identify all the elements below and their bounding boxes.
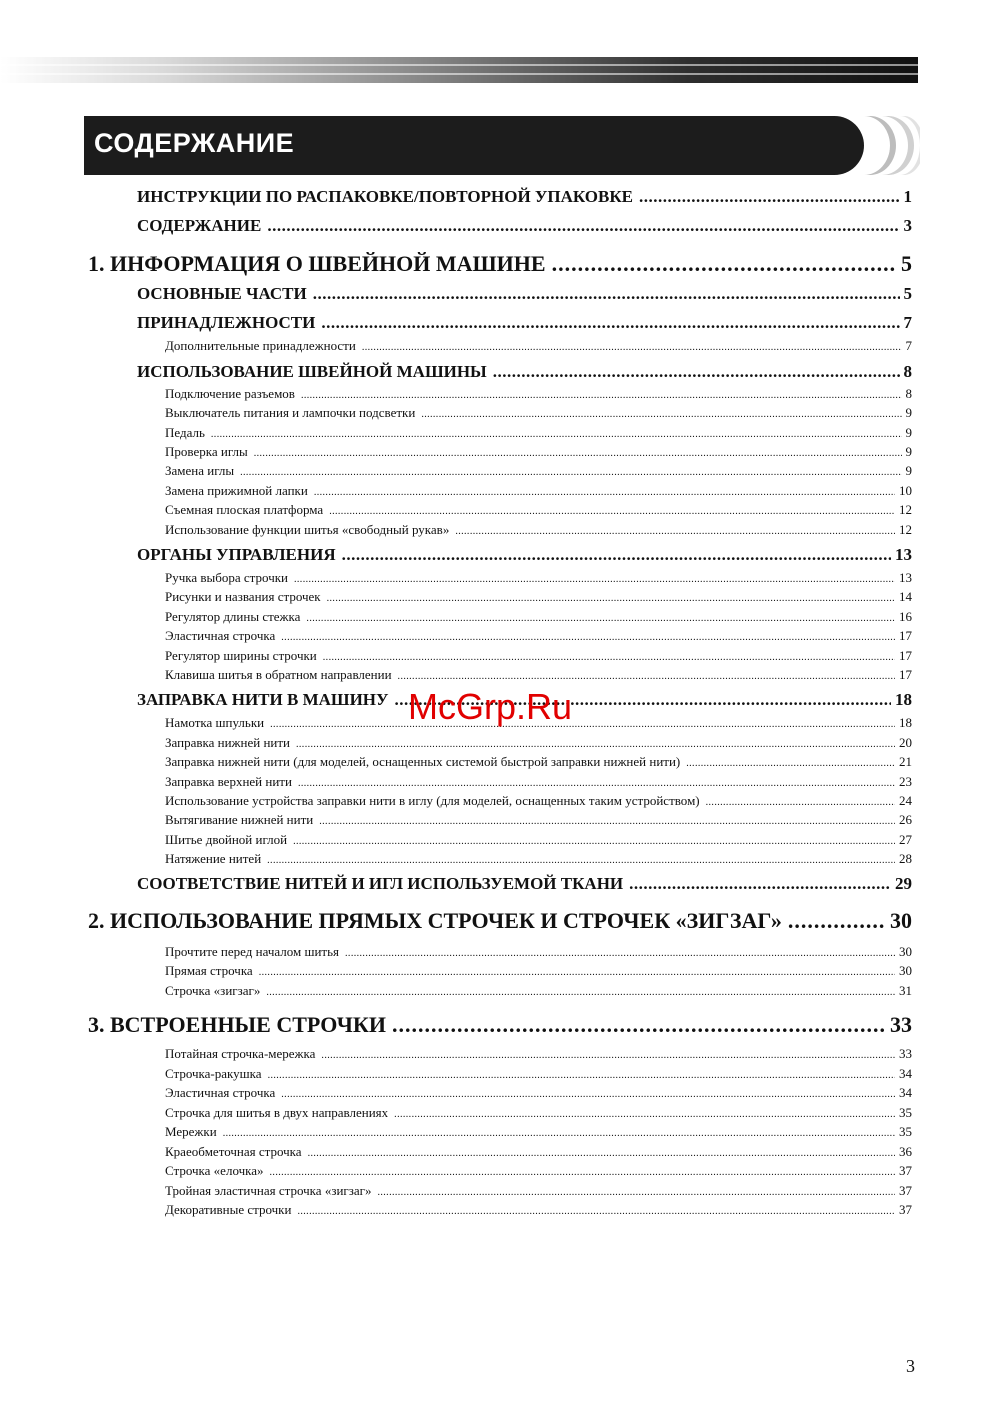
toc-entry-page: 27: [899, 832, 912, 847]
toc-entry-title: Регулятор длины стежка: [165, 609, 301, 624]
toc-leader-dots: [706, 797, 895, 808]
toc-leader-dots: [629, 874, 891, 894]
toc-entry-title: Шитье двойной иглой: [165, 832, 288, 847]
toc-entry-page: 30: [899, 963, 912, 978]
toc-leader-dots: [270, 719, 895, 730]
toc-entry-title: Использование устройства заправки нити в иглу (для моделей, оснащенных таким устройством): [165, 793, 700, 808]
toc-entry-page: 35: [899, 1124, 912, 1139]
toc-leader-dots: [345, 948, 895, 959]
toc-entry-page: 8: [903, 362, 912, 381]
toc-entry-page: 24: [899, 793, 912, 808]
toc-leader-dots: [270, 1167, 895, 1178]
title-decoration-icon: [864, 116, 920, 175]
header-gradient-bar: [0, 57, 918, 83]
toc-leader-dots: [268, 1070, 895, 1081]
toc-entry-page: 18: [899, 715, 912, 730]
toc-leader-dots: [392, 1012, 886, 1038]
toc-entry-title: Декоративные строчки: [165, 1202, 292, 1217]
toc-entry[interactable]: [165, 793, 912, 809]
toc-leader-dots: [342, 545, 891, 565]
toc-entry[interactable]: [165, 405, 912, 421]
toc-entry[interactable]: [165, 444, 912, 460]
toc-entry-title: Заправка верхней нити: [165, 774, 292, 789]
toc-entry[interactable]: [165, 338, 912, 354]
toc-leader-dots: [377, 1187, 895, 1198]
toc-entry-title: СОДЕРЖАНИЕ: [137, 216, 262, 235]
toc-entry-title: Прямая строчка: [165, 963, 253, 978]
toc-leader-dots: [639, 187, 899, 207]
toc-entry-title: Проверка иглы: [165, 444, 248, 459]
toc-entry[interactable]: [165, 851, 912, 867]
toc-entry-title: Намотка шпульки: [165, 715, 265, 730]
toc-leader-dots: [211, 429, 902, 440]
toc-entry[interactable]: [165, 609, 912, 625]
toc-entry[interactable]: [165, 1066, 912, 1082]
toc-entry-title: Натяжение нитей: [165, 851, 262, 866]
toc-entry-title: ЗАПРАВКА НИТИ В МАШИНУ: [137, 690, 389, 709]
toc-entry-page: 21: [899, 754, 912, 769]
toc-entry-title: ОРГАНЫ УПРАВЛЕНИЯ: [137, 545, 336, 564]
toc-entry-title: Эластичная строчка: [165, 1085, 276, 1100]
toc-entry-page: 13: [895, 545, 912, 564]
toc-entry[interactable]: [165, 774, 912, 790]
toc-entry-title: Эластичная строчка: [165, 628, 276, 643]
toc-entry-page: 9: [905, 405, 912, 420]
toc-entry-page: 29: [895, 874, 912, 893]
toc-entry-page: 13: [899, 570, 912, 585]
toc-entry[interactable]: [88, 251, 912, 277]
toc-entry-title: Замена прижимной лапки: [165, 483, 308, 498]
toc-entry-page: 8: [905, 386, 912, 401]
toc-entry-page: 37: [899, 1202, 912, 1217]
toc-entry[interactable]: [165, 1202, 912, 1218]
toc-entry-page: 7: [903, 313, 912, 332]
toc-entry[interactable]: [165, 502, 912, 518]
toc-leader-dots: [254, 448, 902, 459]
toc-leader-dots: [394, 1109, 895, 1120]
toc-entry-title: Краеобметочная строчка: [165, 1144, 302, 1159]
toc-entry[interactable]: [137, 362, 912, 382]
toc-entry[interactable]: [165, 1183, 912, 1199]
toc-leader-dots: [552, 251, 897, 277]
toc-entry-page: 18: [895, 690, 912, 709]
toc-leader-dots: [267, 216, 899, 236]
toc-entry[interactable]: [165, 463, 912, 479]
toc-leader-dots: [306, 613, 895, 624]
toc-leader-dots: [259, 967, 895, 978]
toc-entry[interactable]: [165, 628, 912, 644]
toc-entry[interactable]: [165, 754, 912, 770]
toc-entry-page: 33: [899, 1046, 912, 1061]
toc-entry-page: 7: [905, 338, 912, 353]
toc-entry-title: Съемная плоская платформа: [165, 502, 324, 517]
toc-entry[interactable]: [165, 386, 912, 402]
toc-leader-dots: [314, 487, 895, 498]
toc-entry[interactable]: [165, 648, 912, 664]
toc-entry-title: Потайная строчка-мережка: [165, 1046, 316, 1061]
toc-entry-title: Ручка выбора строчки: [165, 570, 288, 585]
toc-entry-page: 37: [899, 1183, 912, 1198]
toc-leader-dots: [296, 739, 895, 750]
toc-entry-title: ОСНОВНЫЕ ЧАСТИ: [137, 284, 307, 303]
toc-entry-page: 35: [899, 1105, 912, 1120]
toc-entry-page: 31: [899, 983, 912, 998]
toc-entry-page: 17: [899, 667, 912, 682]
toc-entry-page: 23: [899, 774, 912, 789]
toc-leader-dots: [455, 526, 895, 537]
toc-entry-title: Вытягивание нижней нити: [165, 812, 314, 827]
toc-leader-dots: [240, 467, 901, 478]
toc-leader-dots: [308, 1148, 895, 1159]
toc-entry[interactable]: [165, 1144, 912, 1160]
toc-entry[interactable]: [137, 284, 912, 304]
toc-leader-dots: [266, 987, 895, 998]
toc-leader-dots: [421, 409, 901, 420]
toc-entry[interactable]: [165, 570, 912, 586]
toc-entry-title: Прочтите перед началом шитья: [165, 944, 340, 959]
toc-leader-dots: [297, 1206, 895, 1217]
toc-leader-dots: [293, 836, 895, 847]
toc-leader-dots: [493, 362, 900, 382]
toc-entry[interactable]: [137, 216, 912, 236]
toc-entry-page: 12: [899, 502, 912, 517]
toc-entry[interactable]: [137, 187, 912, 207]
toc-entry-title: Мережки: [165, 1124, 217, 1139]
toc-entry[interactable]: [88, 1012, 912, 1038]
toc-entry-title: СООТВЕТСТВИЕ НИТЕЙ И ИГЛ ИСПОЛЬЗУЕМОЙ ТКАНИ: [137, 874, 624, 893]
toc-entry[interactable]: [165, 589, 912, 605]
toc-leader-dots: [329, 506, 895, 517]
toc-leader-dots: [294, 574, 895, 585]
toc-leader-dots: [362, 342, 902, 353]
toc-entry-page: 33: [890, 1012, 912, 1037]
toc-entry-title: 3. ВСТРОЕННЫЕ СТРОЧКИ: [88, 1012, 386, 1037]
toc-leader-dots: [298, 778, 895, 789]
toc-entry[interactable]: [165, 1046, 912, 1062]
toc-entry-page: 3: [903, 216, 912, 235]
toc-leader-dots: [301, 390, 902, 401]
toc-entry-page: 1: [903, 187, 912, 206]
toc-entry[interactable]: [165, 1105, 912, 1121]
toc-entry-title: 1. ИНФОРМАЦИЯ О ШВЕЙНОЙ МАШИНЕ: [88, 251, 546, 276]
toc-entry-page: 12: [899, 522, 912, 537]
toc-entry[interactable]: [165, 812, 912, 828]
toc-entry[interactable]: [165, 1124, 912, 1140]
toc-entry[interactable]: [88, 908, 912, 934]
toc-entry-page: 26: [899, 812, 912, 827]
toc-entry-page: 5: [903, 284, 912, 303]
toc-entry-title: Заправка нижней нити: [165, 735, 290, 750]
toc-leader-dots: [319, 816, 895, 827]
toc-entry-title: Рисунки и названия строчек: [165, 589, 321, 604]
toc-entry-title: Строчка для шитья в двух направлениях: [165, 1105, 389, 1120]
toc-leader-dots: [321, 313, 899, 333]
toc-entry-page: 16: [899, 609, 912, 624]
toc-entry[interactable]: [165, 735, 912, 751]
toc-entry-title: 2. ИСПОЛЬЗОВАНИЕ ПРЯМЫХ СТРОЧЕК И СТРОЧЕК «ЗИГЗАГ»: [88, 908, 782, 933]
toc-entry-page: 9: [905, 425, 912, 440]
toc-entry-title: Регулятор ширины строчки: [165, 648, 317, 663]
toc-entry-page: 10: [899, 483, 912, 498]
toc-entry-title: Тройная эластичная строчка «зигзаг»: [165, 1183, 372, 1198]
toc-entry-title: Строчка «зигзаг»: [165, 983, 261, 998]
page-title: СОДЕРЖАНИЕ: [94, 128, 295, 158]
toc-entry-page: 37: [899, 1163, 912, 1178]
toc-entry-page: 34: [899, 1085, 912, 1100]
toc-entry-title: Заправка нижней нити (для моделей, оснащенных системой быстрой заправки нижней нити): [165, 754, 681, 769]
toc-entry-title: Использование функции шитья «свободный рукав»: [165, 522, 450, 537]
toc-entry-title: ИСПОЛЬЗОВАНИЕ ШВЕЙНОЙ МАШИНЫ: [137, 362, 487, 381]
toc-entry-title: Педаль: [165, 425, 205, 440]
toc-entry[interactable]: [165, 832, 912, 848]
toc-entry[interactable]: [165, 483, 912, 499]
toc-entry[interactable]: [137, 313, 912, 333]
toc-entry-page: 30: [890, 908, 912, 933]
toc-entry-title: ИНСТРУКЦИИ ПО РАСПАКОВКЕ/ПОВТОРНОЙ УПАКОВКЕ: [137, 187, 634, 206]
page-number: 3: [906, 1356, 915, 1376]
toc-entry[interactable]: [165, 983, 912, 999]
toc-entry-page: 34: [899, 1066, 912, 1081]
toc-entry[interactable]: [137, 545, 912, 565]
toc-entry-title: Дополнительные принадлежности: [165, 338, 356, 353]
toc-entry-title: Строчка-ракушка: [165, 1066, 262, 1081]
toc-leader-dots: [398, 671, 895, 682]
toc-entry-title: Клавиша шитья в обратном направлении: [165, 667, 392, 682]
toc-entry-page: 17: [899, 628, 912, 643]
toc-entry-page: 17: [899, 648, 912, 663]
toc-entry-page: 36: [899, 1144, 912, 1159]
toc-leader-dots: [323, 652, 895, 663]
toc-entry[interactable]: [165, 667, 912, 683]
toc-entry-title: ПРИНАДЛЕЖНОСТИ: [137, 313, 316, 332]
toc-leader-dots: [313, 284, 900, 304]
toc-entry-title: Подключение разъемов: [165, 386, 295, 401]
toc-entry[interactable]: [165, 1085, 912, 1101]
toc-leader-dots: [281, 632, 895, 643]
toc-entry-page: 14: [899, 589, 912, 604]
watermark: McGrp.Ru: [408, 686, 573, 727]
toc-entry[interactable]: [165, 522, 912, 538]
toc-leader-dots: [686, 758, 895, 769]
toc-entry-title: Замена иглы: [165, 463, 235, 478]
toc-entry-page: 28: [899, 851, 912, 866]
toc-leader-dots: [267, 855, 895, 866]
toc-entry-page: 9: [905, 463, 912, 478]
toc-entry-page: 20: [899, 735, 912, 750]
toc-entry[interactable]: [137, 874, 912, 894]
toc-entry[interactable]: [165, 963, 912, 979]
toc-entry-page: 30: [899, 944, 912, 959]
toc-leader-dots: [788, 908, 886, 934]
toc-leader-dots: [281, 1089, 895, 1100]
toc-entry[interactable]: [165, 425, 912, 441]
toc-entry[interactable]: [165, 1163, 912, 1179]
toc-entry-page: 5: [901, 251, 912, 276]
toc-entry-title: Строчка «елочка»: [165, 1163, 264, 1178]
toc-entry[interactable]: [165, 944, 912, 960]
toc-leader-dots: [321, 1050, 895, 1061]
toc-leader-dots: [327, 593, 895, 604]
toc-entry-title: Выключатель питания и лампочки подсветки: [165, 405, 416, 420]
toc-entry-page: 9: [905, 444, 912, 459]
toc-leader-dots: [223, 1128, 895, 1139]
